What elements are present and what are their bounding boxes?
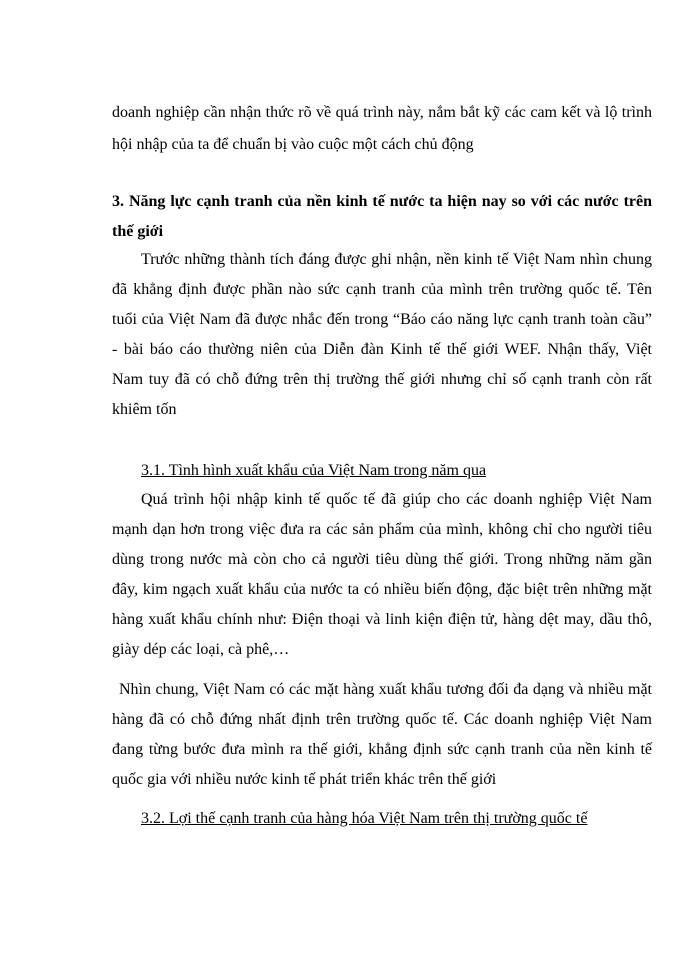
- section-3-1-heading: 3.1. Tình hình xuất khẩu của Việt Nam trong năm qua: [141, 462, 487, 479]
- section-3-1-paragraph-1-line-6: giày dép các loại, cà phê,…: [112, 641, 290, 658]
- section-3-2-heading: 3.2. Lợi thế cạnh tranh của hàng hóa Việt Nam trên thị trường quốc tế: [141, 810, 588, 827]
- section-3-1-paragraph-1-line-1: Quá trình hội nhập kinh tế quốc tế đã giúp cho các doanh nghiệp Việt Nam: [141, 491, 652, 508]
- section-3-paragraph-line-4: - bài báo cáo thường niên của Diễn đàn Kinh tế thế giới WEF. Nhận thấy, Việt: [112, 341, 652, 358]
- section-3-paragraph-line-5: Nam tuy đã có chỗ đứng trên thị trường thế giới nhưng chỉ số cạnh tranh còn rất: [112, 371, 652, 388]
- section-3-paragraph-line-1: Trước những thành tích đáng được ghi nhận, nền kinh tế Việt Nam nhìn chung: [141, 251, 652, 268]
- intro-line-2: hội nhập của ta để chuẩn bị vào cuộc một cách chủ động: [112, 136, 474, 153]
- section-3-heading-line-2: thế giới: [112, 223, 164, 240]
- section-3-1-paragraph-2-line-3: đang từng bước đưa mình ra thế giới, khẳng định sức cạnh tranh của nền kinh tế: [112, 741, 652, 758]
- section-3-1-paragraph-2-line-2: hàng đã có chỗ đứng nhất định trên trường quốc tế. Các doanh nghiệp Việt Nam: [112, 711, 652, 728]
- section-3-1-paragraph-1-line-4: đây, kim ngạch xuất khẩu của nước ta có nhiều biến động, đặc biệt trên những mặt: [112, 581, 652, 598]
- section-3-1-paragraph-1-line-5: hàng xuất khẩu chính như: Điện thoại và linh kiện điện tử, hàng dệt may, dầu thô,: [112, 611, 652, 628]
- intro-line-1: doanh nghiệp cần nhận thức rõ về quá trình này, nắm bắt kỹ các cam kết và lộ trình: [112, 104, 652, 121]
- section-3-paragraph-line-3: tuổi của Việt Nam đã được nhắc đến trong “Báo cáo năng lực cạnh tranh toàn cầu”: [112, 311, 652, 328]
- section-3-paragraph-line-6: khiêm tốn: [112, 401, 177, 418]
- section-3-heading-line-1: 3. Năng lực cạnh tranh của nền kinh tế nước ta hiện nay so với các nước trên: [112, 193, 652, 210]
- section-3-paragraph-line-2: đã khẳng định được phần nào sức cạnh tranh của mình trên trường quốc tế. Tên: [112, 281, 652, 298]
- section-3-1-paragraph-2-line-4: quốc gia với nhiều nước kinh tế phát triển khác trên thế giới: [112, 771, 497, 788]
- section-3-1-paragraph-2-line-1: Nhìn chung, Việt Nam có các mặt hàng xuất khẩu tương đối đa dạng và nhiều mặt: [119, 681, 652, 698]
- section-3-1-paragraph-1-line-2: mạnh dạn hơn trong việc đưa ra các sản phẩm của mình, không chỉ cho người tiêu: [112, 521, 652, 538]
- section-3-1-paragraph-1-line-3: dùng trong nước mà còn cho cả người tiêu dùng thế giới. Trong những năm gần: [112, 551, 652, 568]
